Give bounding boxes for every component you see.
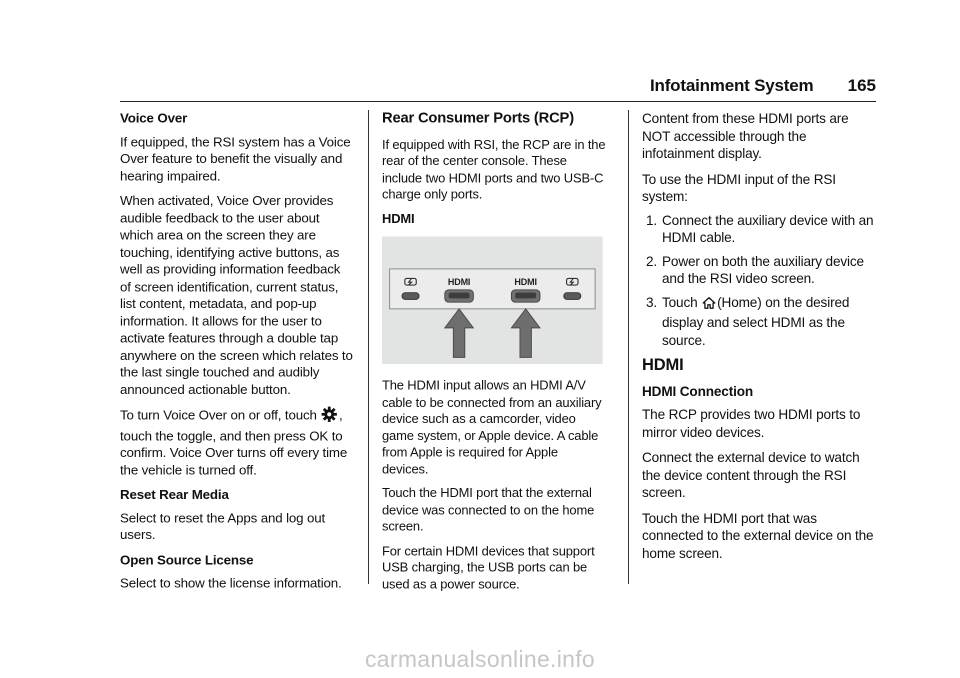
- hdmi-steps-list: [642, 212, 878, 350]
- hdmi-port-label-2: HDMI: [514, 277, 537, 288]
- step-item: [642, 253, 878, 288]
- usb-c-port-left: [402, 293, 419, 300]
- step-number: 2.: [646, 253, 658, 269]
- hdmi-port-label-1: HDMI: [447, 277, 471, 288]
- hdmi-paragraph-1: The HDMI input allows an HDMI A/V cable to be connected from an auxiliary device such as a camcorder, video game system, or Apple device. A cable from Apple is required for Apple devices.: [382, 378, 602, 476]
- reset-rear-media-heading: Reset Rear Media: [120, 487, 229, 502]
- hdmi-connection-heading: HDMI Connection: [642, 383, 754, 399]
- page-number: 165: [847, 76, 876, 95]
- step-number: 3.: [646, 294, 658, 310]
- header-rule: [120, 101, 876, 102]
- voice-over-paragraph-2: When activated, Voice Over provides audible feedback to the user about which area on the screen they are touching, identifying active buttons, as well as providing information feedback of screen identification, current status, list content, metadata, and pop-up information. It allows for the user to activate features through a double tap anywhere on the screen which relates to the last single touched and audibly announced actionable button.: [120, 193, 353, 397]
- hdmi-input-intro: To use the HDMI input of the RSI system:: [642, 171, 836, 204]
- rcp-paragraph: If equipped with RSI, the RCP are in the rear of the center console. These include two HDMI ports and two USB-C charge only ports.: [382, 137, 606, 202]
- voice-over-heading: Voice Over: [120, 110, 188, 126]
- rear-ports-illustration: [382, 237, 603, 364]
- page-header: [650, 76, 876, 102]
- rcp-heading: Rear Consumer Ports (RCP): [382, 110, 574, 127]
- column-3: [642, 110, 878, 570]
- step-text-end: (Home) on the desired display and select HDMI as the source.: [662, 294, 850, 348]
- hdmi-paragraph-3: For certain HDMI devices that support USB charging, the USB ports can be used as a power source.: [382, 543, 595, 591]
- usb-c-port-right: [564, 293, 581, 300]
- column-1: [120, 110, 353, 600]
- home-icon: [702, 296, 716, 315]
- column-2: [382, 110, 607, 600]
- open-source-license-heading: Open Source License: [120, 552, 254, 568]
- watermark-text: carmanualsonline.info: [364, 646, 596, 672]
- voice-over-paragraph-1: If equipped, the RSI system has a Voice Over feature to benefit the visually and hearing impaired.: [120, 134, 351, 184]
- settings-gear-icon: [321, 406, 338, 427]
- voice-over-paragraph-3: [120, 406, 353, 479]
- hdmi-connection-paragraph-1: The RCP provides two HDMI ports to mirror video devices.: [642, 407, 861, 440]
- step-text: Power on both the auxiliary device and the RSI video screen.: [662, 253, 864, 286]
- open-source-license-text: Select to show the license information.: [120, 575, 342, 591]
- step-text-start: Touch: [662, 294, 698, 310]
- reset-rear-media-text: Select to reset the Apps and log out users.: [120, 510, 326, 543]
- hdmi-ports-note: Content from these HDMI ports are NOT accessible through the infotainment display.: [642, 111, 849, 161]
- column-divider-1: [368, 110, 369, 584]
- section-title: Infotainment System: [650, 76, 814, 95]
- hdmi-section-heading: HDMI: [642, 356, 684, 374]
- step-item: [642, 294, 878, 350]
- port-panel: [390, 269, 596, 309]
- step-number: 1.: [646, 212, 658, 228]
- hdmi-connection-paragraph-2: Connect the external device to watch the device content through the RSI screen.: [642, 450, 860, 500]
- step-text: Connect the auxiliary device with an HDMI cable.: [662, 212, 874, 245]
- hdmi-connection-paragraph-3: Touch the HDMI port that was connected to the external device on the home screen.: [642, 510, 874, 561]
- column-divider-2: [628, 110, 629, 584]
- hdmi-paragraph-2: Touch the HDMI port that the external device was connected to on the home screen.: [382, 485, 595, 534]
- step-item: [642, 212, 878, 247]
- voice-over-instruction-end: , touch the toggle, and then press OK to confirm. Voice Over turns off every time the vehicle is turned off.: [120, 407, 348, 478]
- hdmi-label: HDMI: [382, 211, 415, 226]
- voice-over-instruction-start: To turn Voice Over on or off, touch: [120, 407, 317, 423]
